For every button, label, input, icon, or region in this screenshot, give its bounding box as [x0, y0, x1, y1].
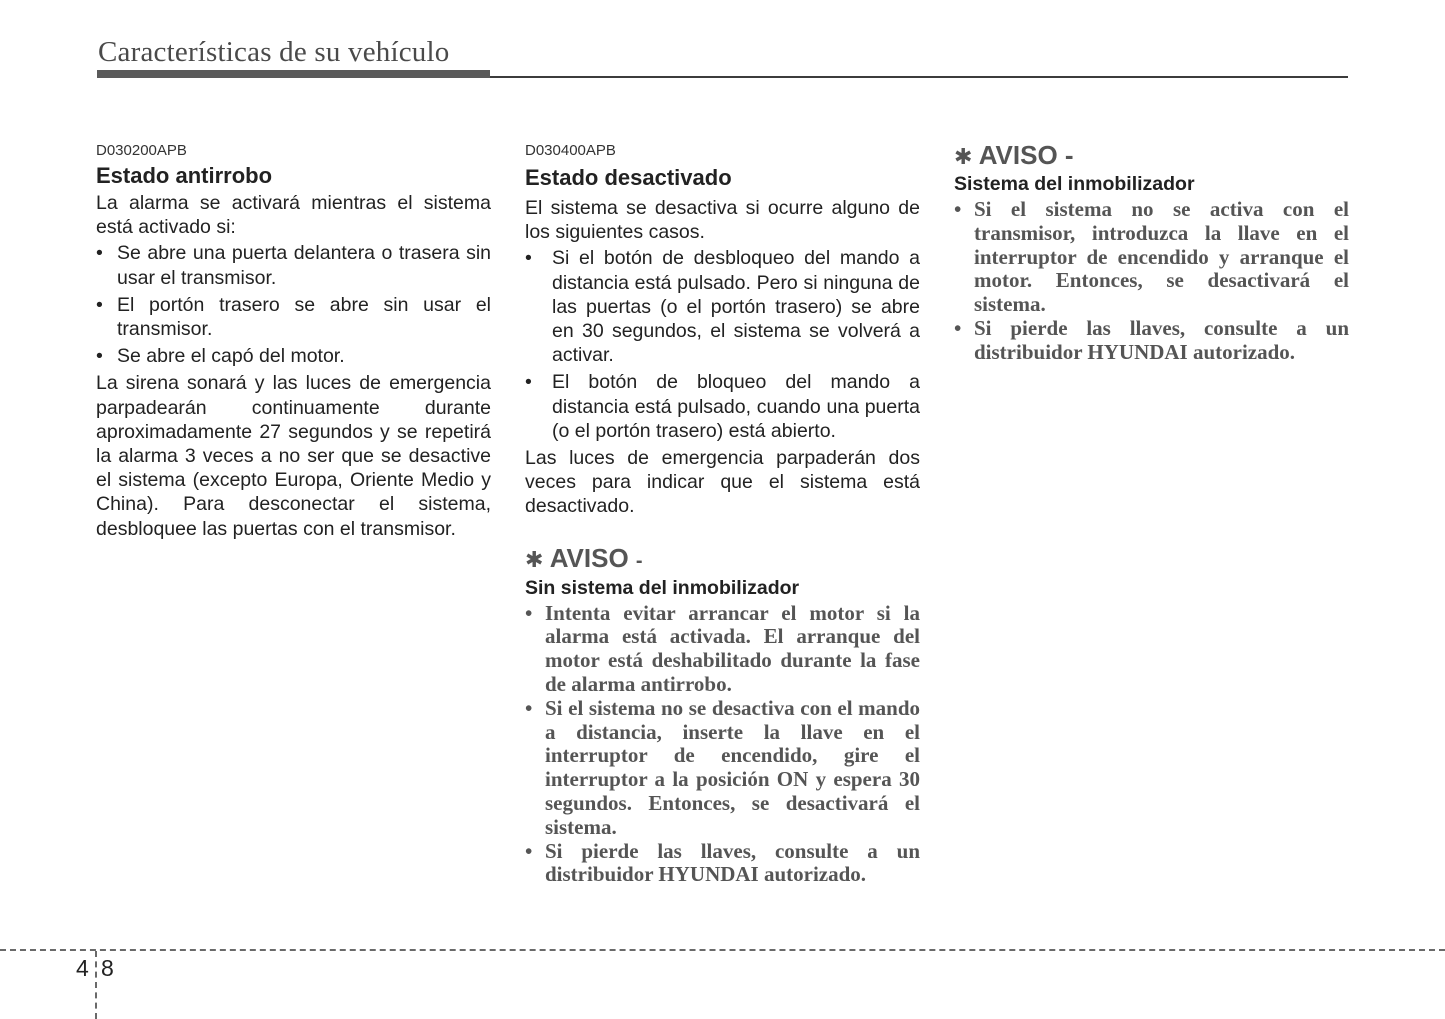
list-item: • Si el botón de desbloqueo del mando a distancia está pulsado. Pero si ninguna de las puertas (o el portón trasero) se abre en 30 segundos, el sistema se volverá a activar.: [525, 247, 920, 367]
column-middle: [525, 140, 920, 887]
header-rule-thin: [490, 76, 1348, 78]
column-left: [96, 140, 491, 543]
list-item: • Se abre el capó del motor.: [96, 345, 345, 368]
list-item: • El portón trasero se abre sin usar el transmisor.: [96, 293, 491, 341]
bullet-icon: •: [525, 838, 533, 863]
asterisk-icon: ✱: [525, 546, 544, 572]
notice-subtitle: Sistema del inmobilizador: [954, 173, 1195, 195]
bullet-icon: •: [525, 371, 532, 394]
bullet-icon: •: [96, 293, 103, 316]
list-item: • Si pierde las llaves, consulte a un distribuidor HYUNDAI autorizado.: [525, 838, 920, 887]
section-outro: La sirena sonará y las luces de emergencia parpadearán continuamente durante aproximadamente 27 segundos y se repetirá la alarma 3 veces a no ser que se desactive el sistema (excepto Europa, Oriente Medio y China). Para desconectar el sistema, desbloquee las puertas con el transmisor.: [96, 372, 491, 540]
bullet-icon: •: [96, 345, 103, 368]
notice-heading: ✱ AVISO -: [525, 542, 643, 573]
section-code: D030200APB: [96, 142, 187, 159]
list-item: • Si el sistema no se desactiva con el mando a distancia, inserte la llave en el interruptor de encendido, gire el interruptor a la posición ON y espera 30 segundos. Entonces, se desactivará el sistema.: [525, 695, 920, 839]
notice-box: [954, 140, 1349, 365]
footer-dashed-rule: [0, 949, 1445, 951]
section-title-antirrobo: Estado antirrobo: [96, 163, 273, 188]
section-intro: La alarma se activará mientras el sistema está activado si:: [96, 192, 491, 239]
section-outro: Las luces de emergencia parpaderán dos veces para indicar que el sistema está desactivado.: [525, 447, 920, 518]
bullet-list: [96, 241, 491, 368]
list-item: • El botón de bloqueo del mando a distancia está pulsado, cuando una puerta (o el portón trasero) está abierto.: [525, 371, 920, 442]
notice-subtitle: Sin sistema del inmobilizador: [525, 576, 800, 599]
header-rule-thick: [97, 70, 490, 78]
list-item: • Se abre una puerta delantera o trasera sin usar el transmisor.: [96, 242, 491, 289]
notice-bullet-list: [525, 602, 920, 888]
notice-heading: ✱ AVISO -: [954, 140, 1074, 170]
bullet-list: [525, 246, 920, 443]
column-right: [954, 140, 1349, 365]
chapter-number: 4: [76, 955, 89, 981]
notice-box: [525, 543, 920, 888]
bullet-icon: •: [954, 315, 962, 340]
bullet-icon: •: [96, 242, 103, 265]
notice-bullet-list: [954, 198, 1349, 365]
section-code: D030400APB: [525, 142, 616, 159]
list-item: • Si pierde las llaves, consulte a un distribuidor HYUNDAI autorizado.: [954, 315, 1349, 364]
asterisk-icon: ✱: [954, 144, 973, 169]
section-title-desactivado: Estado desactivado: [525, 165, 732, 190]
list-item: • Si el sistema no se activa con el transmisor, introduzca la llave en el interruptor de encendido y arranque el motor. Entonces, se desactivará el sistema.: [954, 197, 1349, 317]
bullet-icon: •: [525, 247, 532, 270]
page-number: 8: [101, 955, 114, 981]
bullet-icon: •: [954, 197, 962, 221]
list-item: • Intenta evitar arrancar el motor si la alarma está activada. El arranque del motor está deshabilitado durante la fase de alarma antirrobo.: [525, 600, 920, 697]
footer-dashed-divider: [95, 951, 97, 1019]
section-intro: El sistema se desactiva si ocurre alguno de los siguientes casos.: [525, 197, 920, 244]
bullet-icon: •: [525, 600, 533, 625]
bullet-icon: •: [525, 695, 533, 720]
page-header-title: Características de su vehículo: [98, 36, 450, 68]
